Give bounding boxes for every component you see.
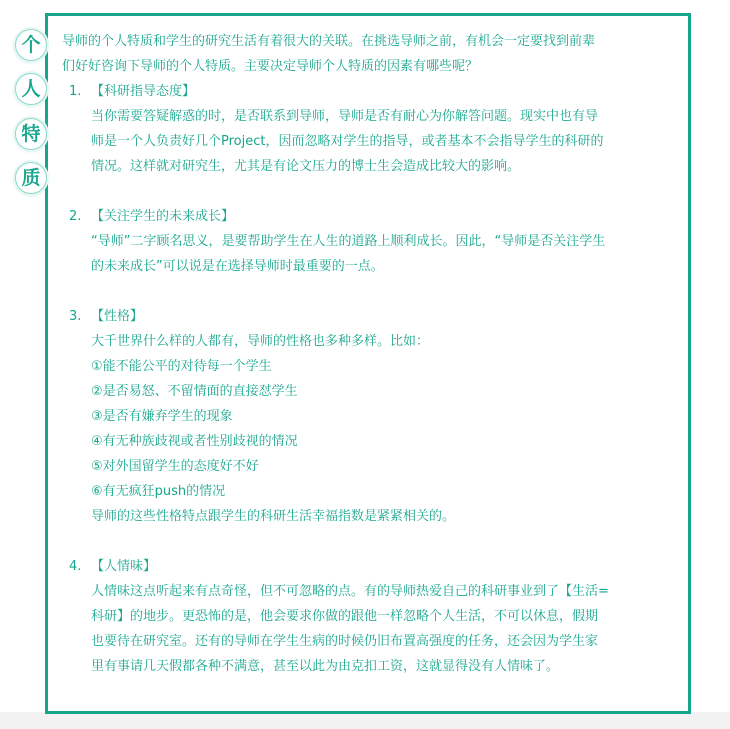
title-badge: 质 — [15, 162, 47, 194]
section-3-list-item: ⑤对外国留学生的态度好不好 — [91, 459, 259, 474]
section-2-heading: 【关注学生的未来成长】 — [91, 209, 235, 224]
section-3-list-item: ②是否易怒、不留情面的直接怼学生 — [91, 384, 298, 399]
article-frame — [45, 13, 691, 714]
section-3-line: 导师的这些性格特点跟学生的科研生活幸福指数是紧紧相关的。 — [91, 509, 456, 524]
section-1-line: 当你需要答疑解惑的时，是否联系到导师，导师是否有耐心为你解答问题。现实中也有导 — [91, 109, 599, 124]
intro-line-2: 们好好咨询下导师的个人特质。主要决定导师个人特质的因素有哪些呢？ — [62, 59, 479, 74]
title-badge: 个 — [15, 29, 47, 61]
section-3-list-item: ③是否有嫌弃学生的现象 — [91, 409, 233, 424]
section-4-line: 也要待在研究室。还有的导师在学生生病的时候仍旧布置高强度的任务，还会因为学生家 — [91, 634, 599, 649]
section-3-line: 大千世界什么样的人都有，导师的性格也多种多样。比如： — [91, 334, 430, 349]
article-body — [48, 16, 688, 711]
section-1-line: 情况。这样就对研究生，尤其是有论文压力的博士生会造成比较大的影响。 — [91, 159, 521, 174]
title-badge: 人 — [15, 73, 47, 105]
section-4-number: 4. — [69, 559, 82, 574]
section-4-line: 里有事请几天假都各种不满意，甚至以此为由克扣工资，这就显得没有人情味了。 — [91, 659, 560, 674]
section-4-line: 人情味这点听起来有点奇怪，但不可忽略的点。有的导师热爱自己的科研事业到了【生活= — [91, 584, 609, 599]
section-1-heading: 【科研指导态度】 — [91, 84, 196, 99]
section-3-list-item: ④有无种族歧视或者性别歧视的情况 — [91, 434, 298, 449]
bottom-strip — [0, 712, 730, 729]
section-3-heading: 【性格】 — [91, 309, 144, 324]
section-3-list-item: ⑥有无疯狂push的情况 — [91, 484, 226, 499]
section-4-heading: 【人情味】 — [91, 559, 157, 574]
section-2-number: 2. — [69, 209, 82, 224]
section-1-line: 师是一个人负责好几个Project，因而忽略对学生的指导，或者基本不会指导学生的科研的 — [91, 134, 604, 149]
section-3-list-item: ①能不能公平的对待每一个学生 — [91, 359, 272, 374]
section-1-number: 1. — [69, 84, 82, 99]
title-badge: 特 — [15, 118, 47, 150]
intro-line-1: 导师的个人特质和学生的研究生活有着很大的关联。在挑选导师之前，有机会一定要找到前辈 — [62, 34, 596, 49]
section-3-number: 3. — [69, 309, 82, 324]
section-2-line: “导师”二字顾名思义，是要帮助学生在人生的道路上顺利成长。因此，“导师是否关注学生 — [91, 234, 606, 249]
section-2-line: 的未来成长”可以说是在选择导师时最重要的一点。 — [91, 259, 384, 274]
section-4-line: 科研】的地步。更恐怖的是，他会要求你做的跟他一样忽略个人生活，不可以休息，假期 — [91, 609, 599, 624]
